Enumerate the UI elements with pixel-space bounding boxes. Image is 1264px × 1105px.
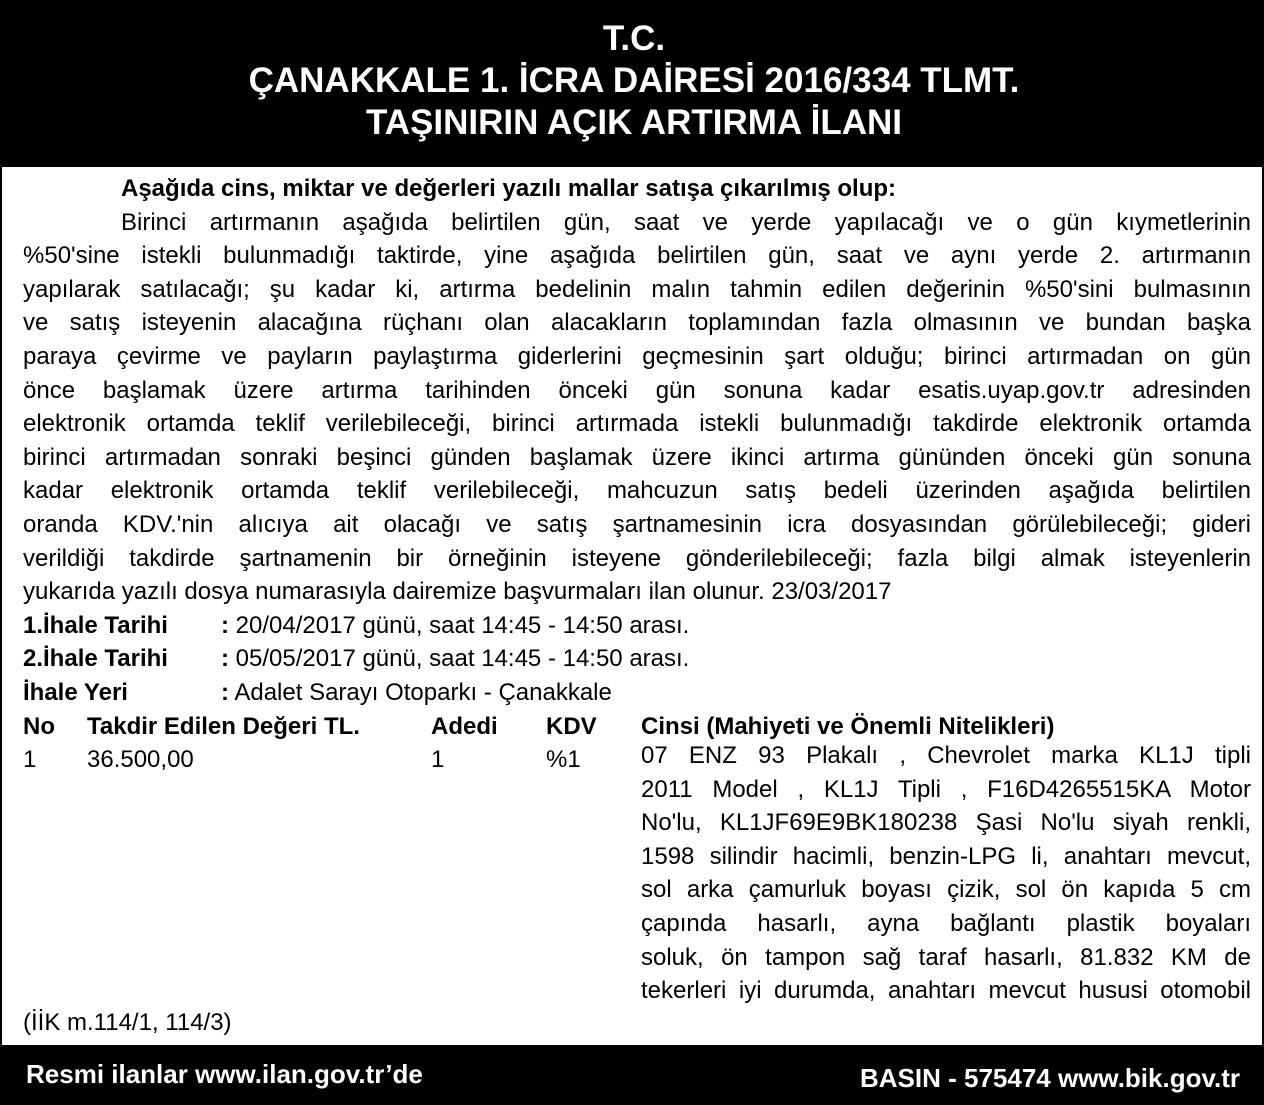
- first-auction-colon: :: [221, 611, 229, 639]
- auction-place-row: [23, 676, 1251, 710]
- intro-heading: Aşağıda cins, miktar ve değerleri yazılı mallar satışa çıkarılmış olup:: [121, 175, 897, 202]
- auction-place-value: Adalet Sarayı Otoparkı - Çanakkale: [229, 678, 612, 706]
- description-line: No'lu, KL1JF69E9BK180238 Şasi No'lu siyah renkli,: [641, 809, 1251, 837]
- second-auction-colon: :: [221, 645, 229, 673]
- law-reference: (İİK m.114/1, 114/3): [23, 1009, 232, 1036]
- row-value: 36.500,00: [87, 746, 194, 774]
- paragraph-line: Birinci artırmanın aşağıda belirtilen gün, saat ve yerde yapılacağı ve o gün kıymetlerinin: [121, 208, 1251, 236]
- paragraph-line: oranda KDV.'nin alıcıya ait olacağı ve satış şartnamesinin icra dosyasından görülebileceği; gideri: [23, 510, 1251, 538]
- item-description: [641, 739, 1251, 1008]
- description-line: sol arka çamurluk boyası çizik, sol ön kapıda 5 cm: [641, 876, 1251, 904]
- description-line: soluk, ön tampon sağ taraf hasarlı, 81.832 KM de: [641, 943, 1251, 971]
- first-auction-row: [23, 609, 1251, 643]
- header-value: Takdir Edilen Değeri TL.: [87, 712, 360, 740]
- second-auction-value: 05/05/2017 günü, saat 14:45 - 14:50 arası.: [229, 645, 690, 673]
- row-qty: 1: [431, 746, 445, 774]
- auction-place-label: İhale Yeri: [23, 678, 128, 706]
- paragraph-line: önce başlamak üzere artırma tarihinden önceki gün sonuna kadar esatis.uyap.gov.tr adresinden: [23, 376, 1251, 404]
- header-line-1: T.C.: [602, 19, 666, 58]
- paragraph-line: birinci artırmadan sonraki beşinci günden başlamak üzere ikinci artırma gününden önceki gün sonuna: [23, 443, 1251, 471]
- paragraph-line: verildiği takdirde şartnamenin bir örneğinin isteyene gönderilebileceği; fazla bilgi almak isteyenlerin: [23, 544, 1251, 572]
- paragraph-line: ve satış isteyenin alacağına rüçhanı olan alacakların toplamından fazla olmasının ve bundan başka: [23, 309, 1251, 337]
- paragraph-line: kadar elektronik ortamda teklif verilebileceği, mahcuzun satış bedeli üzerinden aşağıda belirtilen: [23, 477, 1251, 505]
- header-no: No: [23, 712, 55, 740]
- second-auction-label: 2.İhale Tarihi: [23, 645, 168, 673]
- paragraph-line: paraya çevirme ve payların paylaştırma giderlerini geçmesinin şart olduğu; birinci artırmadan on gün: [23, 342, 1251, 370]
- footer-banner: [2, 1045, 1264, 1105]
- row-no: 1: [23, 746, 37, 774]
- paragraph-line: %50'sine istekli bulunmadığı taktirde, yine aşağıda belirtilen gün, saat ve aynı yerde 2. artırmanın: [23, 242, 1251, 270]
- paragraph-line: yukarıda yazılı dosya numarasıyla dairemize başvurmaları ilan olunur. 23/03/2017: [23, 578, 892, 606]
- row-kdv: %1: [546, 746, 581, 774]
- second-auction-row: [23, 642, 1251, 676]
- header-kdv: KDV: [546, 712, 597, 740]
- first-auction-label: 1.İhale Tarihi: [23, 611, 168, 639]
- header-line-2: ÇANAKKALE 1. İCRA DAİRESİ 2016/334 TLMT.: [248, 61, 1020, 100]
- description-line: 1598 silindir hacimli, benzin-LPG li, anahtarı mevcut,: [641, 842, 1251, 870]
- description-line: tekerleri iyi durumda, anahtarı mevcut hususi otomobil: [641, 977, 1251, 1005]
- first-auction-value: 20/04/2017 günü, saat 14:45 - 14:50 arası.: [229, 611, 690, 639]
- description-line: 2011 Model , KL1J Tipli , F16D4265515KA Motor: [641, 775, 1251, 803]
- header-desc: Cinsi (Mahiyeti ve Önemli Nitelikleri): [641, 712, 1055, 740]
- header-line-3: TAŞINIRIN AÇIK ARTIRMA İLANI: [366, 103, 902, 142]
- auction-place-colon: :: [221, 678, 229, 706]
- footer-right-text: BASIN - 575474 www.bik.gov.tr: [860, 1063, 1240, 1093]
- paragraph-line: yapılarak satılacağı; şu kadar ki, artırma bedelinin malın tahmin edilen değerinin %50'sini bulmasının: [23, 275, 1251, 303]
- description-line: çapında hasarlı, ayna bağlantı plastik boyaları: [641, 909, 1251, 937]
- header-qty: Adedi: [431, 712, 498, 740]
- header-banner: [2, 2, 1264, 167]
- announcement-body: [23, 172, 1251, 777]
- description-line: 07 ENZ 93 Plakalı , Chevrolet marka KL1J tipli: [641, 742, 1251, 769]
- paragraph-line: elektronik ortamda teklif verilebileceği, birinci artırmada istekli bulunmadığı takdirde elektronik ortamda: [23, 410, 1251, 438]
- footer-left-text: Resmi ilanlar www.ilan.gov.tr’de: [26, 1059, 423, 1089]
